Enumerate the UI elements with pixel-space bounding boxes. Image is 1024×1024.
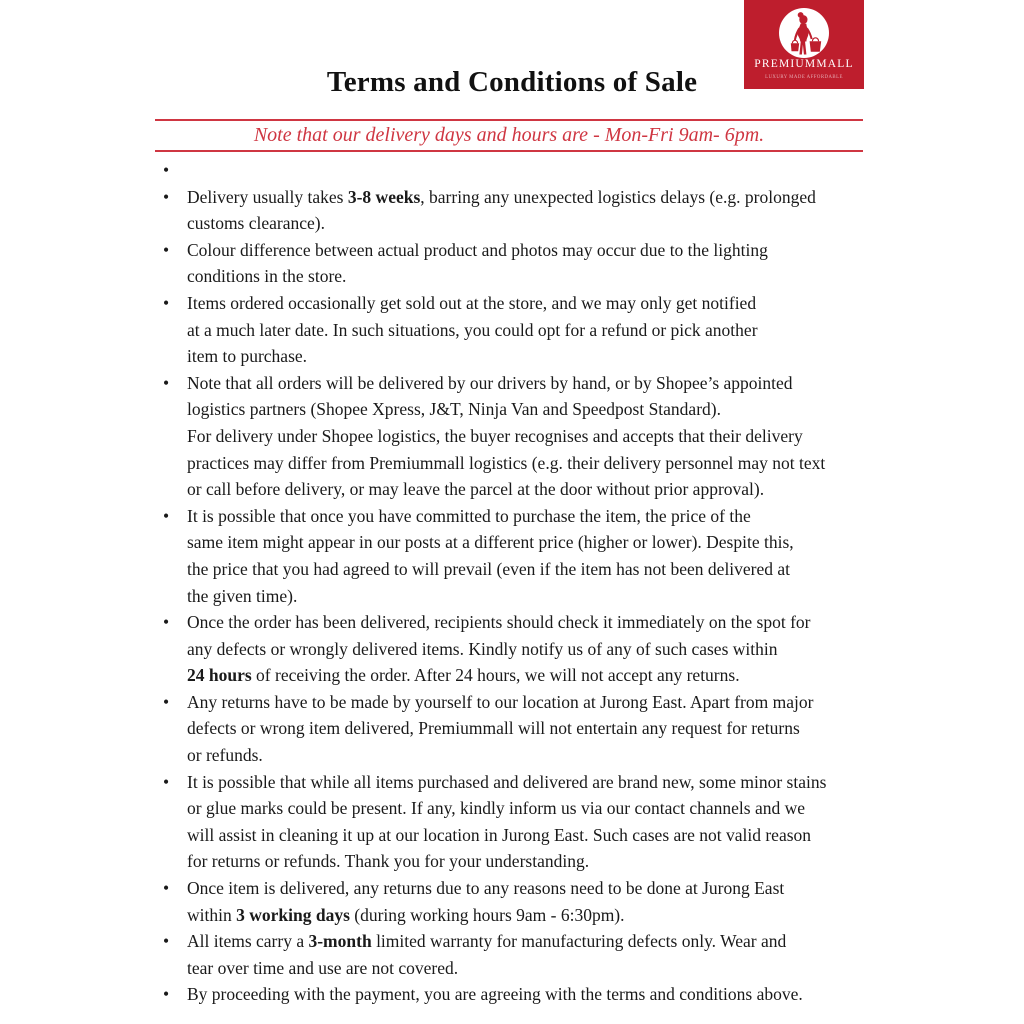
bullet-icon	[160, 769, 187, 796]
bullet-icon	[160, 981, 187, 1008]
term-item	[160, 981, 876, 1008]
divider-top	[155, 119, 863, 121]
term-text: Note that all orders will be delivered by our drivers by hand, or by Shopee’s appointed logistics partners (Shopee Xpress, J&T, Ninja Van and Speedpost Standard). For delivery under Shopee logistics, the buyer recognises and accepts that their delivery practices may differ from Premiummall logistics (e.g. their delivery personnel may not text or call before delivery, or may leave the parcel at the door without prior approval).	[187, 372, 826, 500]
term-text: Delivery usually takes 3-8 weeks, barring any unexpected logistics delays (e.g. prolonged customs clearance).	[187, 186, 816, 234]
term-text: It is possible that once you have committed to purchase the item, the price of the same item might appear in our posts at a different price (higher or lower). Despite this, the price that you had agreed to will prevail (even if the item has not been delivered at the given time).	[187, 505, 794, 606]
term-item	[160, 184, 876, 237]
term-text: Once the order has been delivered, recipients should check it immediately on the spot for any defects or wrongly delivered items. Kindly notify us of any of such cases within 24 hours of receiving the order. After 24 hours, we will not accept any returns.	[187, 612, 811, 686]
term-item	[160, 609, 876, 689]
delivery-notice: Note that our delivery days and hours are - Mon-Fri 9am- 6pm.	[253, 124, 765, 146]
bullet-icon	[160, 184, 187, 211]
bullet-icon	[160, 237, 187, 264]
bullet-icon	[160, 689, 187, 716]
term-text: By proceeding with the payment, you are agreeing with the terms and conditions above.	[187, 984, 803, 1005]
term-item	[160, 157, 876, 184]
bullet-icon	[160, 290, 187, 317]
bullet-icon	[160, 157, 187, 184]
term-item	[160, 370, 876, 503]
term-text: Any returns have to be made by yourself to our location at Jurong East. Apart from major defects or wrong item delivered, Premiummall will not entertain any request for returns or refunds.	[187, 691, 814, 766]
terms-list	[160, 157, 876, 1008]
term-item	[160, 503, 876, 609]
term-item	[160, 237, 876, 290]
page-title: Terms and Conditions of Sale	[326, 66, 698, 98]
term-item	[160, 928, 876, 981]
term-text: Once item is delivered, any returns due to any reasons need to be done at Jurong East within 3 working days (during working hours 9am - 6:30pm).	[187, 878, 785, 925]
divider-bottom	[155, 150, 863, 152]
term-text: Colour difference between actual product and photos may occur due to the lighting conditions in the store.	[187, 239, 768, 287]
term-item	[160, 689, 876, 769]
woman-shopper-icon	[779, 8, 829, 58]
logo-circle	[779, 8, 829, 58]
term-item	[160, 769, 876, 875]
term-text: It is possible that while all items purchased and delivered are brand new, some minor stains or glue marks could be present. If any, kindly inform us via our contact channels and we will assist in cleaning it up at our location in Jurong East. Such cases are not valid reason for returns or refunds. Thank you for your understanding.	[187, 771, 827, 872]
term-text: All items carry a 3-month limited warranty for manufacturing defects only. Wear and tear over time and use are not covered.	[187, 931, 787, 978]
term-item	[160, 875, 876, 928]
bullet-icon	[160, 928, 187, 955]
logo-brand-name: PREMIUMMALL	[754, 58, 854, 70]
bullet-icon	[160, 370, 187, 397]
term-item	[160, 290, 876, 370]
bullet-icon	[160, 503, 187, 530]
bullet-icon	[160, 609, 187, 636]
term-text: Items ordered occasionally get sold out at the store, and we may only get notified at a much later date. In such situations, you could opt for a refund or pick another item to purchase.	[187, 292, 758, 367]
bullet-icon	[160, 875, 187, 902]
logo-tagline: LUXURY MADE AFFORDABLE	[765, 74, 843, 80]
